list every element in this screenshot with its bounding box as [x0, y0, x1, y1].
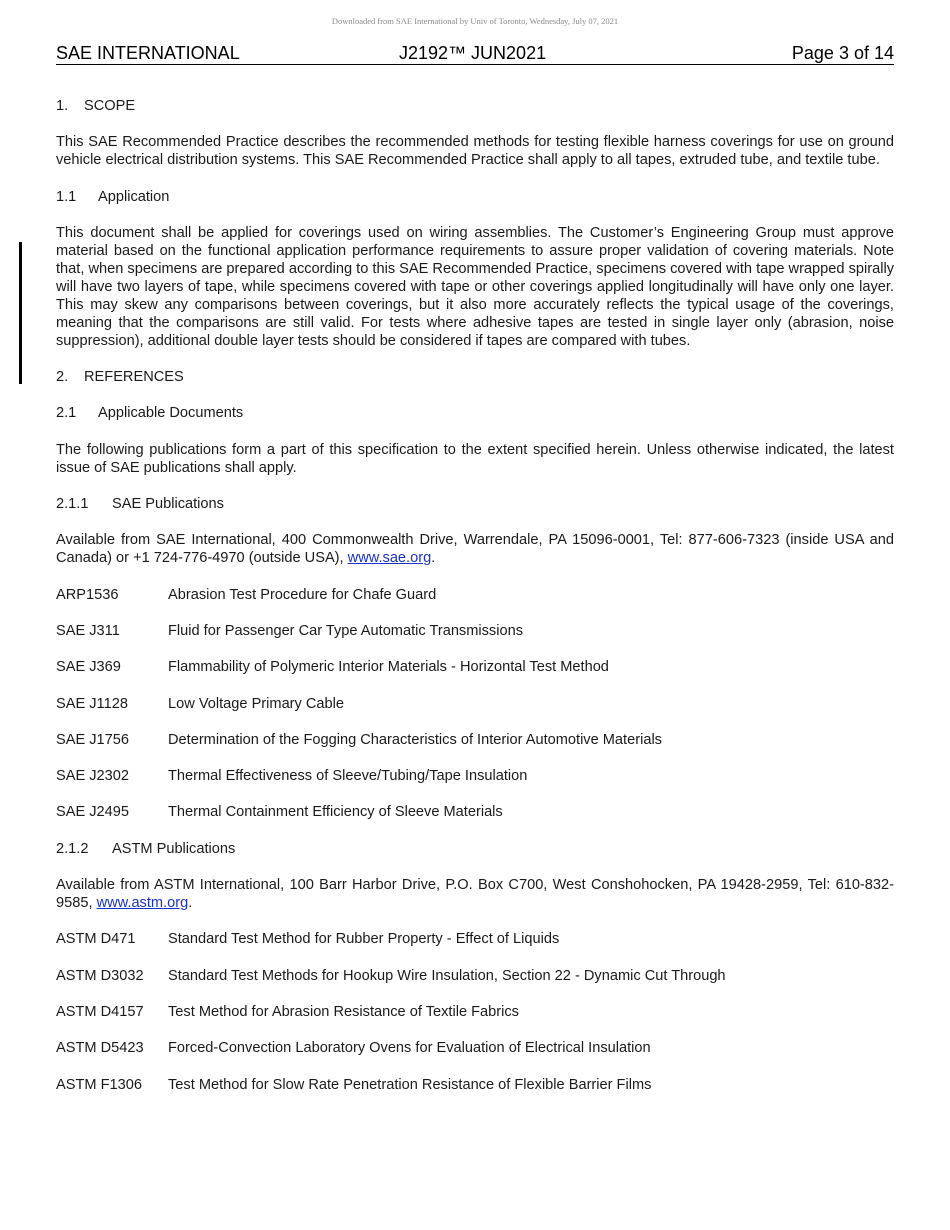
reference-title: Flammability of Polymeric Interior Materials - Horizontal Test Method	[168, 659, 609, 676]
reference-title: Standard Test Method for Rubber Property - Effect of Liquids	[168, 931, 560, 948]
revision-change-bar	[19, 242, 22, 384]
section-heading-references	[56, 368, 894, 386]
sae-website-link[interactable]: www.sae.org	[347, 550, 432, 567]
header-page-number: Page 3 of 14	[791, 43, 894, 63]
reference-code: SAE J311	[56, 622, 120, 639]
reference-item	[56, 586, 894, 604]
reference-code: SAE J2302	[56, 768, 130, 785]
reference-code: ASTM D5423	[56, 1040, 144, 1057]
section-title: SAE Publications	[112, 496, 224, 513]
reference-code: SAE J2495	[56, 804, 130, 821]
section-title: REFERENCES	[84, 369, 184, 386]
section-number: 2.1	[56, 405, 77, 422]
section-title: Applicable Documents	[98, 405, 244, 422]
reference-title: Standard Test Methods for Hookup Wire Insulation, Section 22 - Dynamic Cut Through	[168, 967, 726, 984]
reference-item	[56, 1003, 894, 1021]
application-paragraph: This document shall be applied for coverings used on wiring assemblies. The Customer’s Engineering Group must approve material based on the functional application performance requirements to assure proper validation of covering materials. Note that, when specimens are prepared according to this SAE Recommended Practice, specimens covered with tape wrapped spirally will have two layers of tape, while specimens covered with tape or other coverings applied longitudinally will have only one layer. This may skew any comparisons between coverings, but it also more accurately reflects the typical usage of the coverings, meaning that the comparisons are still valid. For tests where adhesive tapes are tested in single layer only (abrasion, noise suppression), additional double layer tests should be considered if tapes are compared with tubes.	[56, 224, 894, 349]
section-title: Application	[98, 188, 170, 205]
section-heading-application	[56, 188, 894, 206]
section-heading-sae-publications	[56, 495, 894, 513]
reference-title: Test Method for Abrasion Resistance of Textile Fabrics	[168, 1003, 519, 1020]
astm-availability-period: .	[188, 895, 193, 912]
section-number: 1.	[56, 98, 69, 114]
reference-title: Low Voltage Primary Cable	[168, 695, 345, 712]
section-number: 2.	[56, 369, 69, 386]
section-heading-applicable-documents	[56, 404, 894, 422]
reference-item	[56, 767, 894, 785]
section-title: ASTM Publications	[112, 840, 236, 857]
section-number: 2.1.1	[56, 496, 89, 513]
reference-code: SAE J369	[56, 659, 121, 676]
header-document-id: J2192™ JUN2021	[399, 43, 547, 63]
reference-item	[56, 731, 894, 749]
reference-code: ASTM D3032	[56, 967, 144, 984]
section-heading-astm-publications	[56, 840, 894, 858]
reference-title: Thermal Containment Efficiency of Sleeve Materials	[168, 804, 503, 821]
sae-availability-period: .	[431, 550, 436, 567]
reference-title: Fluid for Passenger Car Type Automatic Transmissions	[168, 622, 523, 639]
reference-title: Thermal Effectiveness of Sleeve/Tubing/Tape Insulation	[168, 768, 528, 785]
section-number: 1.1	[56, 188, 77, 205]
astm-availability-text: Available from ASTM International, 100 Barr Harbor Drive, P.O. Box C700, West Conshohocken, PA 19428-2959, Tel: 610-832-9585,	[56, 877, 894, 912]
reference-code: ASTM F1306	[56, 1076, 142, 1093]
section-title: SCOPE	[84, 98, 136, 114]
reference-code: SAE J1756	[56, 731, 130, 748]
document-body	[56, 97, 894, 1112]
reference-item	[56, 1039, 894, 1057]
reference-code: ARP1536	[56, 586, 119, 603]
reference-item	[56, 967, 894, 985]
astm-website-link[interactable]: www.astm.org	[96, 895, 189, 912]
reference-title: Determination of the Fogging Characteristics of Interior Automotive Materials	[168, 731, 662, 748]
reference-item	[56, 695, 894, 713]
page-header	[56, 43, 894, 65]
astm-reference-list	[56, 930, 894, 1093]
download-watermark: Downloaded from SAE International by Univ of Toronto, Wednesday, July 07, 2021	[331, 16, 619, 26]
applicable-documents-paragraph: The following publications form a part of this specification to the extent specified herein. Unless otherwise indicated, the latest issue of SAE publications shall apply.	[56, 441, 894, 476]
reference-item	[56, 803, 894, 821]
astm-availability-paragraph	[56, 876, 894, 912]
reference-code: SAE J1128	[56, 695, 128, 712]
reference-item	[56, 930, 894, 948]
sae-availability-paragraph	[56, 531, 894, 567]
reference-title: Forced-Convection Laboratory Ovens for Evaluation of Electrical Insulation	[168, 1040, 651, 1057]
sae-availability-text: Available from SAE International, 400 Commonwealth Drive, Warrendale, PA 15096-0001, Tel: 877-606-7323 (inside USA and Canada) or +1 724-776-4970 (outside USA),	[56, 532, 894, 567]
scope-paragraph: This SAE Recommended Practice describes the recommended methods for testing flexible harness coverings for use on ground vehicle electrical distribution systems. This SAE Recommended Practice shall apply to all tapes, extruded tube, and textile tube.	[56, 134, 894, 169]
reference-item	[56, 658, 894, 676]
reference-item	[56, 1076, 894, 1094]
reference-code: ASTM D4157	[56, 1003, 144, 1020]
section-number: 2.1.2	[56, 840, 89, 857]
reference-code: ASTM D471	[56, 931, 136, 948]
reference-item	[56, 622, 894, 640]
reference-title: Test Method for Slow Rate Penetration Resistance of Flexible Barrier Films	[168, 1076, 652, 1093]
section-heading-scope	[56, 97, 894, 115]
sae-reference-list	[56, 586, 894, 822]
reference-title: Abrasion Test Procedure for Chafe Guard	[168, 586, 437, 603]
header-publisher: SAE INTERNATIONAL	[56, 43, 240, 63]
